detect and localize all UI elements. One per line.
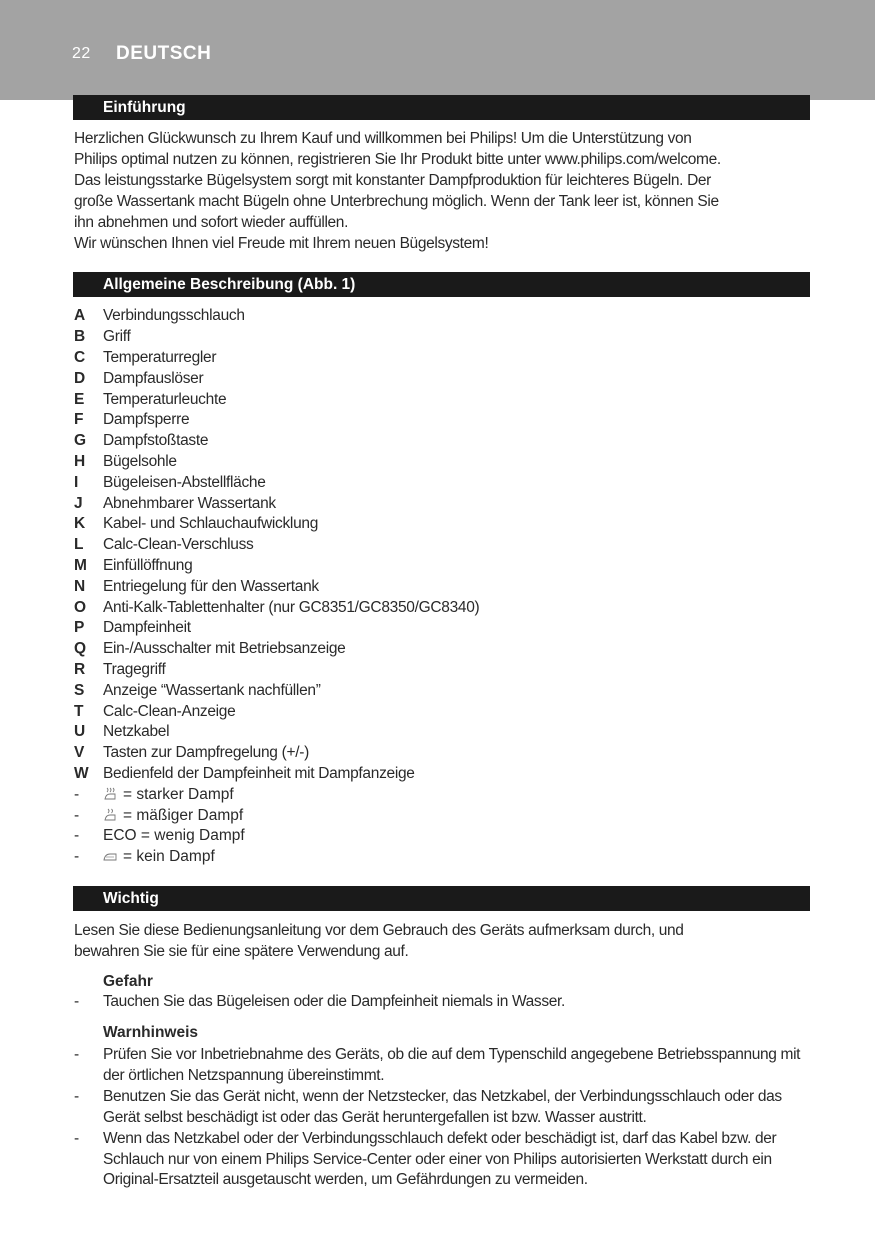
part-name: Bedienfeld der Dampfeinheit mit Dampfanzeige: [103, 764, 415, 782]
part-name: Tragegriff: [103, 660, 166, 678]
part-item: [74, 535, 814, 556]
part-item: [74, 368, 814, 389]
text-line: Philips optimal nutzen zu können, registrieren Sie Ihr Produkt bitte unter www.philips.com/welcome.: [74, 151, 721, 168]
warning-item: [74, 1129, 814, 1191]
no-steam-icon: [103, 851, 117, 864]
part-letter: L: [74, 536, 84, 554]
part-name: Kabel- und Schlauchaufwicklung: [103, 515, 319, 533]
part-name: Temperaturleuchte: [103, 390, 227, 408]
text-line: Wir wünschen Ihnen viel Freude mit Ihrem neuen Bügelsystem!: [74, 235, 489, 252]
part-name: Verbindungsschlauch: [103, 307, 245, 325]
danger-heading: Gefahr: [103, 973, 153, 990]
text-line: Herzlichen Glückwunsch zu Ihrem Kauf und willkommen bei Philips! Um die Unterstützung von: [74, 130, 692, 147]
part-item: [74, 597, 814, 618]
part-item: [74, 680, 814, 701]
steam-mode-item: [74, 784, 814, 805]
part-name: Dampfauslöser: [103, 369, 204, 387]
part-name: Calc-Clean-Anzeige: [103, 702, 236, 720]
part-letter: T: [74, 702, 84, 720]
list-dash: -: [74, 827, 80, 845]
part-letter: E: [74, 390, 85, 408]
part-item: [74, 327, 814, 348]
text-line: große Wassertank macht Bügeln ohne Unterbrechung möglich. Wenn der Tank leer ist, können Sie: [74, 193, 719, 210]
page-number: 22: [72, 45, 91, 62]
danger-item-text: Tauchen Sie das Bügeleisen oder die Dampfeinheit niemals in Wasser.: [103, 993, 565, 1010]
part-letter: G: [74, 432, 87, 450]
part-letter: F: [74, 411, 84, 429]
part-letter: A: [74, 307, 86, 325]
part-name: Temperaturregler: [103, 348, 217, 366]
list-dash: -: [74, 1046, 79, 1063]
part-name: Anzeige “Wassertank nachfüllen”: [103, 681, 321, 699]
part-name: Ein-/Ausschalter mit Betriebsanzeige: [103, 640, 346, 658]
part-name: Calc-Clean-Verschluss: [103, 536, 254, 554]
part-item: [74, 493, 814, 514]
parts-list: [74, 306, 814, 868]
part-item: [74, 306, 814, 327]
steam-mode-item: [74, 805, 814, 826]
warning-heading: Warnhinweis: [103, 1024, 199, 1041]
part-letter: K: [74, 515, 86, 533]
part-name: Bügeleisen-Abstellfläche: [103, 473, 266, 491]
part-letter: U: [74, 723, 86, 741]
list-dash: -: [74, 1088, 79, 1105]
language-title: DEUTSCH: [116, 43, 212, 64]
part-item: [74, 639, 814, 660]
steam-mode-item: [74, 847, 814, 868]
list-dash: -: [74, 848, 80, 866]
part-name: Abnehmbarer Wassertank: [103, 494, 276, 512]
part-item: [74, 514, 814, 535]
part-item: [74, 348, 814, 369]
moderate-steam-icon: [103, 808, 117, 824]
part-item: [74, 452, 814, 473]
part-letter: I: [74, 473, 79, 491]
part-item: [74, 764, 814, 785]
part-name: Entriegelung für den Wassertank: [103, 577, 319, 595]
page-header: [0, 0, 875, 100]
part-name: Einfüllöffnung: [103, 556, 193, 574]
part-item: [74, 618, 814, 639]
warning-item-text: Benutzen Sie das Gerät nicht, wenn der Netzstecker, das Netzkabel, der Verbindungsschlauch oder das Gerät selbst beschädigt ist oder das Gerät heruntergefallen ist bzw. Wasser austritt.: [103, 1088, 782, 1126]
part-letter: P: [74, 619, 85, 637]
steam-mode-label: = starker Dampf: [123, 785, 234, 803]
list-dash: -: [74, 806, 80, 824]
steam-mode-item: [74, 826, 814, 847]
part-item: [74, 410, 814, 431]
part-item: [74, 576, 814, 597]
steam-mode-label: = mäßiger Dampf: [123, 806, 244, 824]
part-item: [74, 743, 814, 764]
part-name: Dampfsperre: [103, 411, 190, 429]
text-line: Lesen Sie diese Bedienungsanleitung vor dem Gebrauch des Geräts aufmerksam durch, und: [74, 922, 684, 939]
list-dash: -: [74, 1130, 79, 1147]
part-name: Dampfeinheit: [103, 619, 191, 637]
part-name: Bügelsohle: [103, 452, 177, 470]
part-letter: R: [74, 660, 86, 678]
section-heading-important: Wichtig: [73, 886, 810, 911]
part-name: Tasten zur Dampfregelung (+/-): [103, 744, 309, 762]
part-letter: N: [74, 577, 86, 595]
part-name: Netzkabel: [103, 723, 170, 741]
part-item: [74, 556, 814, 577]
part-letter: D: [74, 369, 86, 387]
steam-mode-label: ECO = wenig Dampf: [103, 827, 245, 845]
list-dash: -: [74, 993, 79, 1010]
part-letter: M: [74, 556, 87, 574]
part-letter: W: [74, 764, 89, 782]
part-letter: Q: [74, 640, 87, 658]
warning-item: [74, 1087, 814, 1128]
part-item: [74, 660, 814, 681]
important-intro-paragraph: [74, 920, 824, 962]
section-heading-intro: Einführung: [73, 95, 810, 120]
part-item: [74, 431, 814, 452]
warning-item-text: Prüfen Sie vor Inbetriebnahme des Geräts, ob die auf dem Typenschild angegebene Betriebsspannung mit der örtlichen Netzspannung übereinstimmt.: [103, 1046, 801, 1084]
text-line: ihn abnehmen und sofort wieder auffüllen.: [74, 214, 349, 231]
part-letter: C: [74, 348, 86, 366]
part-name: Dampfstoßtaste: [103, 432, 209, 450]
warning-item-text: Wenn das Netzkabel oder der Verbindungsschlauch defekt oder beschädigt ist, darf das Kabel bzw. der Schlauch nur von einem Philips Service-Center oder einer von Philips autorisierten Werkstatt durch ein Original-Ersatzteil ausgetauscht werden, um Gefährdungen zu vermeiden.: [103, 1130, 777, 1188]
text-line: Das leistungsstarke Bügelsystem sorgt mit konstanter Dampfproduktion für leichteres Bügeln. Der: [74, 172, 711, 189]
part-letter: O: [74, 598, 87, 616]
part-item: [74, 389, 814, 410]
part-letter: J: [74, 494, 83, 512]
strong-steam-icon: [103, 787, 117, 803]
part-name: Anti-Kalk-Tablettenhalter (nur GC8351/GC8350/GC8340): [103, 598, 480, 616]
part-name: Griff: [103, 328, 131, 346]
part-letter: V: [74, 744, 85, 762]
part-item: [74, 472, 814, 493]
text-line: bewahren Sie sie für eine spätere Verwendung auf.: [74, 943, 409, 960]
list-dash: -: [74, 785, 80, 803]
danger-item: [74, 992, 814, 1013]
part-item: [74, 722, 814, 743]
part-letter: H: [74, 452, 86, 470]
intro-paragraph: [74, 128, 824, 254]
part-letter: S: [74, 681, 85, 699]
part-item: [74, 701, 814, 722]
section-heading-general-description: Allgemeine Beschreibung (Abb. 1): [73, 272, 810, 297]
part-letter: B: [74, 328, 86, 346]
steam-mode-label: = kein Dampf: [123, 848, 215, 866]
warning-item: [74, 1045, 814, 1086]
